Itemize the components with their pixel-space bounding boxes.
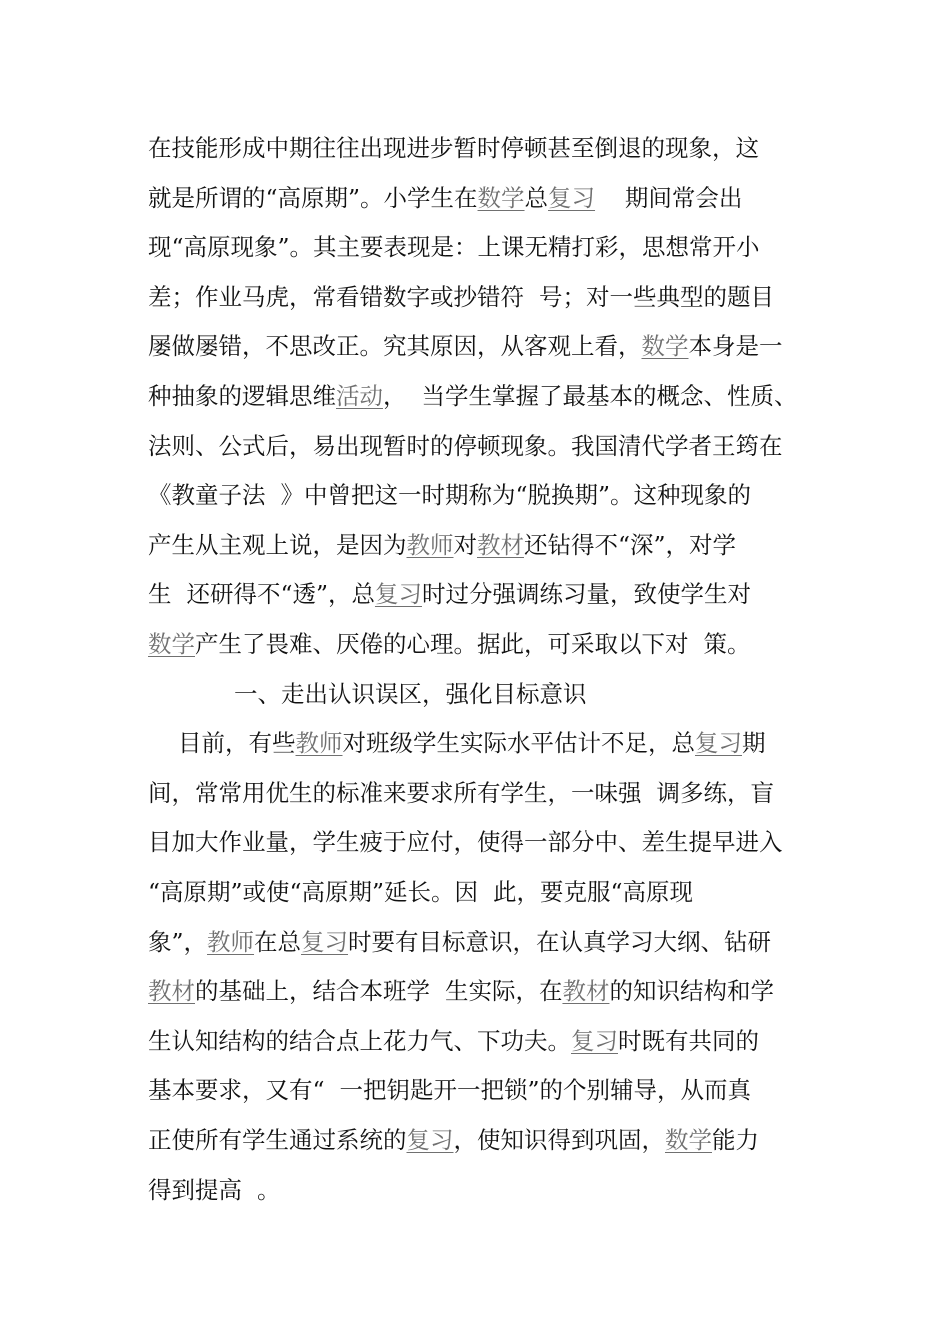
text-segment: 间，常常用优生的标准来要求所有学生，一味强 调多练，盲 — [148, 778, 774, 807]
text-line — [148, 1075, 751, 1105]
keyword-link[interactable]: 数学 — [477, 183, 525, 212]
keyword-link[interactable]: 数学 — [148, 630, 195, 658]
text-segment: 差；作业马虎，常看错数字或抄错符 号；对一些典型的题目 — [148, 282, 774, 311]
keyword-link[interactable]: 数学 — [641, 332, 689, 361]
text-segment: 基本要求，又有“ 一把钥匙开一把锁”的个别辅导，从而真 — [148, 1076, 751, 1105]
text-segment: 期 — [742, 729, 766, 758]
keyword-link[interactable]: 教材 — [477, 530, 524, 559]
text-line — [148, 381, 797, 411]
text-segment: 目前，有些 — [178, 729, 296, 758]
keyword-link[interactable]: 教材 — [562, 977, 610, 1006]
text-line — [148, 827, 783, 857]
text-segment: 期间常会出 — [595, 183, 743, 212]
text-segment: 现“高原现象”。其主要表现是：上课无精打彩，思想常开小 — [148, 233, 760, 262]
text-segment: 时既有共同的 — [618, 1026, 759, 1055]
keyword-link[interactable]: 复习 — [406, 1126, 454, 1154]
text-segment: 法则、公式后，易出现暂时的停顿现象。我国清代学者王筠在 — [148, 431, 783, 460]
text-segment: 的知识结构和学 — [609, 977, 774, 1006]
text-line — [234, 679, 587, 709]
text-line — [148, 1125, 759, 1155]
text-line — [148, 183, 742, 213]
text-line — [178, 728, 766, 758]
text-segment: 时要有目标意识，在认真学习大纲、钻研 — [348, 927, 772, 956]
keyword-link[interactable]: 教师 — [207, 927, 255, 956]
text-line — [148, 778, 774, 808]
keyword-link[interactable]: 复习 — [374, 580, 422, 609]
text-line — [148, 133, 759, 163]
text-line — [148, 877, 693, 907]
keyword-link[interactable]: 活动 — [336, 382, 383, 410]
text-segment: 产生了畏难、厌倦的心理。据此，可采取以下对 策。 — [195, 630, 751, 658]
text-segment: 在技能形成中期往往出现进步暂时停顿甚至倒退的现象，这 — [148, 134, 759, 162]
text-segment: 时过分强调练习量，致使学生对 — [421, 580, 751, 609]
text-segment: 总 — [524, 183, 549, 212]
text-segment: 的基础上，结合本班学 生实际，在 — [195, 977, 563, 1006]
text-segment: 象”， — [148, 927, 208, 956]
text-segment: 产生从主观上说，是因为 — [148, 530, 407, 559]
text-segment: ，使知识得到巩固， — [453, 1126, 665, 1154]
keyword-link[interactable]: 教师 — [295, 729, 343, 758]
keyword-link[interactable]: 数学 — [665, 1126, 712, 1154]
text-line — [148, 431, 783, 461]
text-line — [148, 976, 774, 1006]
text-line — [148, 530, 736, 560]
keyword-link[interactable]: 复习 — [571, 1026, 618, 1055]
text-segment: ， 当学生掌握了最基本的概念、性质、 — [383, 382, 798, 410]
text-segment: 还钻得不“深”，对学 — [524, 530, 737, 559]
text-line — [148, 282, 774, 312]
text-segment: 《教童子法 》中曾把这一时期称为“脱换期”。这种现象的 — [148, 481, 751, 510]
text-segment: 一、走出认识误区，强化目标意识 — [234, 679, 587, 708]
keyword-link[interactable]: 复习 — [301, 927, 349, 956]
text-segment: 在总 — [254, 927, 302, 956]
text-line — [148, 629, 750, 659]
text-segment: 能力 — [712, 1126, 759, 1154]
text-segment: 就是所谓的“高原期”。小学生在 — [148, 183, 478, 212]
text-segment: 屡做屡错，不思改正。究其原因，从客观上看， — [148, 332, 642, 361]
text-segment: 得到提高 。 — [148, 1175, 281, 1204]
text-line — [148, 579, 751, 609]
text-segment: 对班级学生实际水平估计不足，总 — [342, 729, 695, 758]
text-segment: 生 还研得不“透”，总 — [148, 580, 375, 609]
text-segment: 种抽象的逻辑思维 — [148, 382, 336, 410]
keyword-link[interactable]: 复习 — [695, 729, 742, 758]
text-line — [148, 927, 771, 957]
keyword-link[interactable]: 教师 — [406, 530, 454, 559]
text-segment: 正使所有学生通过系统的 — [148, 1126, 407, 1154]
text-segment: 本身是一 — [688, 332, 783, 361]
text-line — [148, 331, 783, 361]
text-line — [148, 1175, 280, 1205]
text-line — [148, 480, 751, 510]
keyword-link[interactable]: 复习 — [548, 183, 596, 212]
text-segment: “高原期”或使“高原期”延长。因 此，要克服“高原现 — [148, 878, 694, 906]
text-segment: 对 — [453, 530, 477, 559]
text-line — [148, 232, 760, 262]
text-segment: 生认知结构的结合点上花力气、下功夫。 — [148, 1026, 571, 1055]
text-segment: 目加大作业量，学生疲于应付，使得一部分中、差生提早进入 — [148, 828, 783, 857]
keyword-link[interactable]: 教材 — [148, 977, 195, 1006]
text-line — [148, 1026, 759, 1056]
